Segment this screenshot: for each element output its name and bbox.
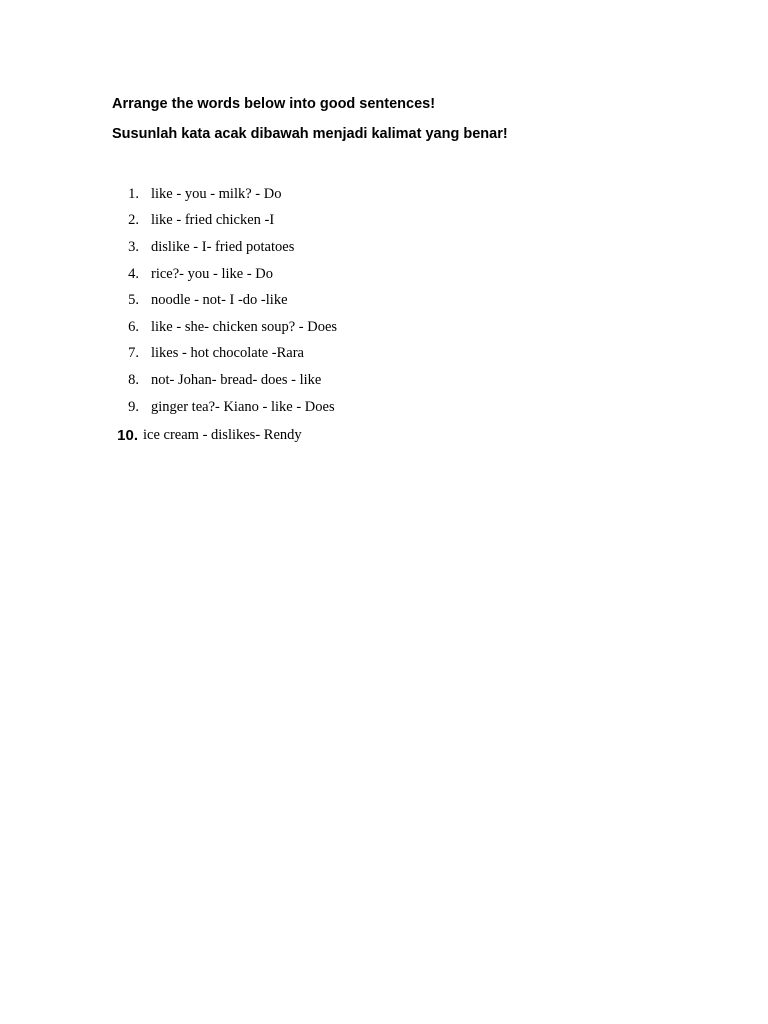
item-text: ice cream - dislikes- Rendy	[143, 426, 302, 443]
list-item	[112, 261, 712, 288]
list-item	[112, 287, 712, 314]
list-item	[112, 367, 712, 394]
list-item	[112, 234, 712, 261]
item-number: 6.	[128, 318, 139, 335]
exercise-list	[112, 181, 712, 450]
list-item	[112, 341, 712, 368]
instruction-english: Arrange the words below into good sentences!	[112, 96, 436, 112]
item-number: 3.	[128, 238, 139, 255]
list-item	[112, 181, 712, 208]
item-text: like - she- chicken soup? - Does	[151, 318, 338, 335]
item-number: 1.	[128, 185, 139, 202]
item-text: like - you - milk? - Do	[151, 185, 282, 202]
item-number: 5.	[128, 292, 139, 309]
list-item	[112, 394, 712, 421]
item-number: 4.	[128, 265, 139, 282]
item-number: 9.	[128, 398, 139, 415]
item-text: ginger tea?- Kiano - like - Does	[151, 398, 335, 415]
item-number: 2.	[128, 212, 139, 229]
instruction-indonesian: Susunlah kata acak dibawah menjadi kalimat yang benar!	[112, 126, 508, 142]
item-text: like - fried chicken -I	[151, 212, 275, 229]
instructions-block	[112, 94, 732, 144]
list-item	[112, 314, 712, 341]
list-item	[112, 208, 712, 235]
item-text: dislike - I- fried potatoes	[151, 238, 295, 255]
item-text: noodle - not- I -do -like	[151, 292, 288, 309]
item-text: likes - hot chocolate -Rara	[151, 345, 304, 362]
item-number: 10.	[117, 426, 138, 444]
item-number: 7.	[128, 345, 139, 362]
item-number: 8.	[128, 371, 139, 388]
item-text: rice?- you - like - Do	[151, 265, 273, 282]
list-item	[112, 420, 712, 450]
item-text: not- Johan- bread- does - like	[151, 371, 322, 388]
